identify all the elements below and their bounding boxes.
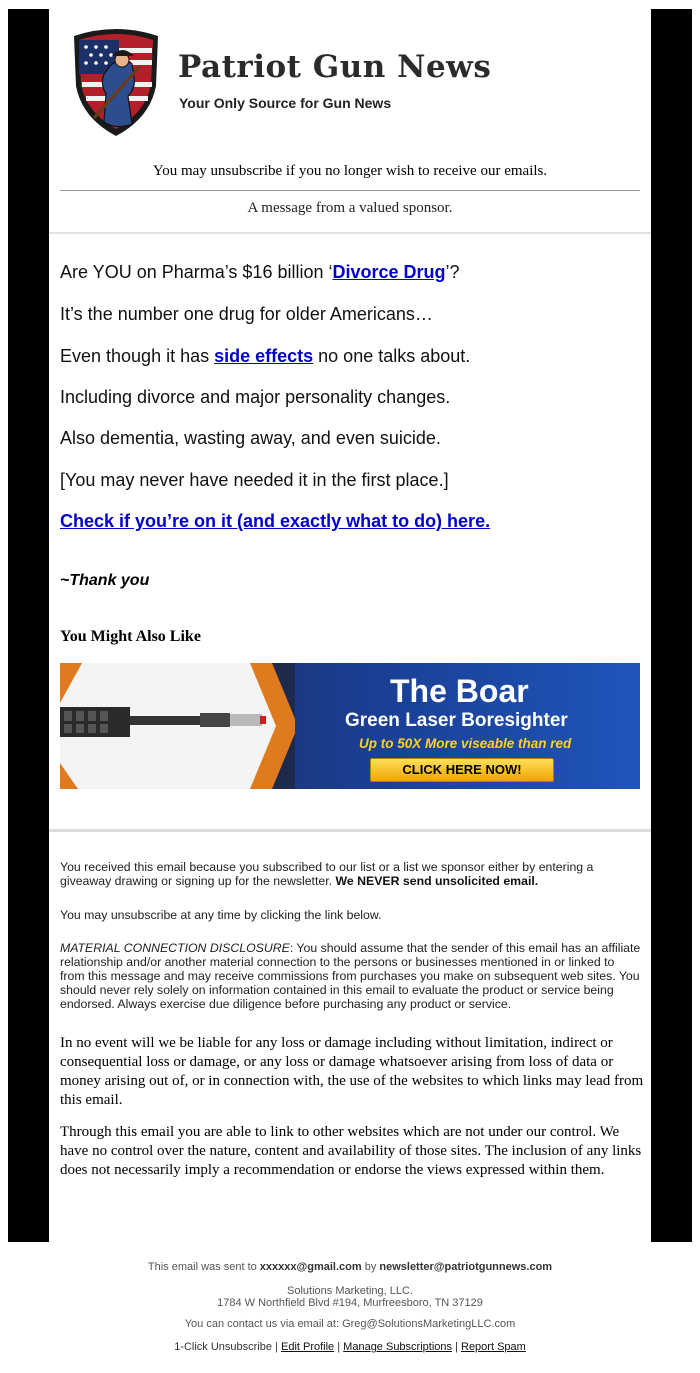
- divider: [49, 829, 651, 832]
- recipient-email: xxxxxx@gmail.com: [259, 1261, 362, 1273]
- boar-banner-ad[interactable]: [60, 663, 640, 789]
- subscription-notice: [60, 860, 642, 888]
- separator: |: [452, 1341, 461, 1353]
- contact-line: You can contact us via email at: Greg@SolutionsMarketingLLC.com: [184, 1318, 516, 1330]
- one-click-unsubscribe[interactable]: 1-Click Unsubscribe: [174, 1341, 272, 1353]
- body-text: Even though it has: [60, 346, 215, 366]
- cta-line: [60, 511, 490, 532]
- material-disclosure: [60, 941, 642, 1011]
- divider: [60, 190, 640, 191]
- sent-to-line: [0, 1261, 700, 1273]
- rifle-icon: [60, 663, 295, 789]
- body-text: Are YOU on Pharma’s $16 billion ‘: [60, 262, 333, 282]
- external-links-disclaimer: Through this email you are able to link to other websites which are not under our control. We have no control over the nature, content and availability of those sites. The inclusion of any links does not necessarily imply a recommendation or endorse the views expressed within them.: [60, 1124, 642, 1178]
- thank-you-signoff: ~Thank you: [60, 572, 150, 589]
- unsubscribe-notice: You may unsubscribe if you no longer wish to receive our emails.: [152, 163, 548, 179]
- banner-subtitle: Green Laser Boresighter: [345, 710, 568, 731]
- banner-title: The Boar: [390, 673, 529, 709]
- fine-text: : You should assume that the sender of this email has an affiliate relationship and/or another material connection to the persons or businesses mentioned in or linked to from this message and may receive commissions from purchases you make on subsequent web sites. You should never rely solely on information contained in this email to evaluate the product or service being endorsed. Always exercise due diligence before purchasing any product or service.: [60, 941, 641, 1011]
- edit-profile-link[interactable]: Edit Profile: [280, 1341, 335, 1353]
- divider: [49, 232, 651, 234]
- footer-text: This email was sent to: [147, 1261, 260, 1273]
- brand-tagline: Your Only Source for Gun News: [179, 95, 392, 111]
- patriot-shield-logo-icon: [70, 26, 162, 138]
- brand-title: Patriot Gun News: [178, 49, 492, 85]
- body-line: It’s the number one drug for older Americans…: [60, 304, 433, 324]
- separator: |: [334, 1341, 344, 1353]
- separator: |: [272, 1341, 281, 1353]
- unsubscribe-note: You may unsubscribe at any time by clicking the link below.: [60, 908, 382, 922]
- company-address: 1784 W Northfield Blvd #194, Murfreesboro, TN 37129: [217, 1297, 483, 1309]
- side-effects-link[interactable]: side effects: [214, 346, 314, 366]
- fine-text: You received this email because you subscribed to our list or a list we sponsor either by entering a giveaway drawing or signing up for the newsletter.: [60, 860, 594, 888]
- company-name: Solutions Marketing, LLC.: [287, 1285, 413, 1297]
- sender-email: newsletter@patriotgunnews.com: [379, 1261, 553, 1273]
- body-line: [60, 346, 470, 367]
- click-here-now-button[interactable]: CLICK HERE NOW!: [370, 758, 554, 782]
- no-unsolicited-email-note: We NEVER send unsolicited email.: [335, 874, 539, 888]
- banner-tagline: Up to 50X More viseable than red: [359, 736, 572, 751]
- liability-disclaimer: In no event will we be liable for any loss or damage including without limitation, indirect or consequential loss or damage, or any loss or damage whatsoever arising from loss of data or money arising out of, or in connection with, the use of the websites to which links may lead from this email.: [60, 1035, 644, 1108]
- body-line: Also dementia, wasting away, and even suicide.: [60, 428, 441, 448]
- email-card: [49, 9, 651, 1242]
- cta-link[interactable]: Check if you’re on it (and exactly what to do) here.: [60, 511, 491, 531]
- manage-subscriptions-link[interactable]: Manage Subscriptions: [343, 1341, 453, 1353]
- body-line: [60, 262, 460, 283]
- footer-links: [0, 1341, 700, 1353]
- disclosure-label: MATERIAL CONNECTION DISCLOSURE: [60, 941, 290, 955]
- body-text: ’?: [445, 262, 460, 282]
- body-text: no one talks about.: [313, 346, 471, 366]
- divorce-drug-link[interactable]: Divorce Drug: [332, 262, 446, 282]
- body-line: [You may never have needed it in the first place.]: [60, 470, 449, 490]
- sponsor-notice: A message from a valued sponsor.: [247, 200, 453, 216]
- body-line: Including divorce and major personality changes.: [60, 387, 451, 407]
- report-spam-link[interactable]: Report Spam: [461, 1341, 526, 1353]
- also-like-heading: You Might Also Like: [60, 628, 201, 645]
- footer-text: by: [361, 1261, 380, 1273]
